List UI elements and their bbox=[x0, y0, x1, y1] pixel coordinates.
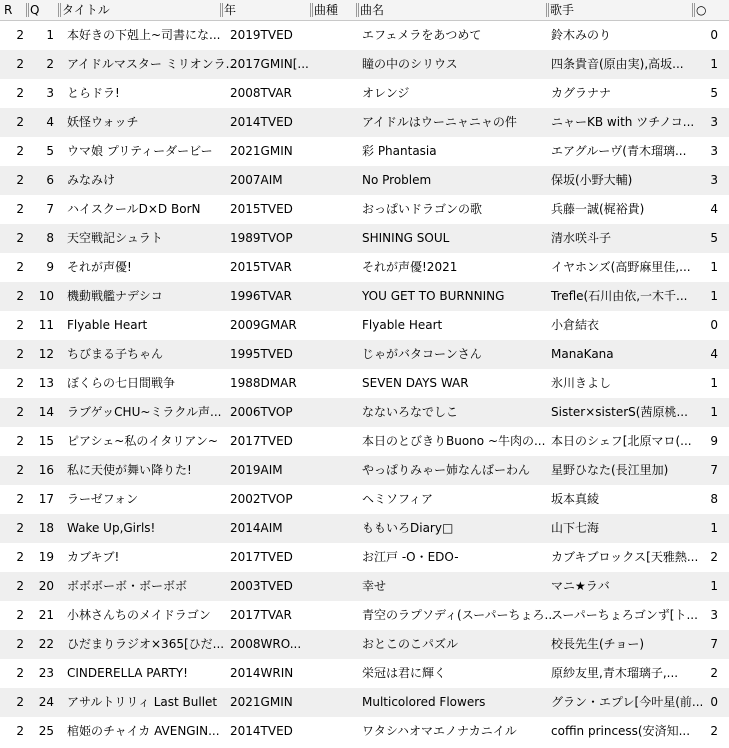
table-body bbox=[0, 21, 729, 746]
cell-artist: coffin princess(安済知... bbox=[551, 724, 691, 738]
table-row[interactable] bbox=[0, 485, 729, 514]
cell-year: 2019TVED bbox=[230, 28, 293, 42]
cell-genre bbox=[315, 485, 353, 514]
cell-title: Flyable Heart bbox=[67, 318, 148, 332]
cell-year: 2021GMIN bbox=[230, 144, 293, 158]
cell-genre bbox=[315, 21, 353, 50]
table-row[interactable] bbox=[0, 369, 729, 398]
cell-artist: Sister×sisterS(茜原桃... bbox=[551, 405, 688, 419]
cell-q: 7 bbox=[46, 202, 54, 216]
cell-q: 11 bbox=[38, 318, 54, 332]
cell-r: 2 bbox=[16, 376, 24, 390]
cell-genre bbox=[315, 137, 353, 166]
cell-q: 12 bbox=[38, 347, 54, 361]
cell-year: 1995TVED bbox=[230, 347, 293, 361]
cell-o: 2 bbox=[710, 724, 718, 738]
cell-song: お江戸 -O・EDO- bbox=[362, 550, 459, 564]
cell-o: 1 bbox=[710, 521, 718, 535]
cell-genre bbox=[315, 688, 353, 717]
cell-o: 1 bbox=[710, 405, 718, 419]
cell-genre bbox=[315, 282, 353, 311]
cell-q: 1 bbox=[46, 28, 54, 42]
cell-song: なないろなでしこ bbox=[362, 405, 459, 419]
table-row[interactable] bbox=[0, 456, 729, 485]
cell-artist: ニャーKB with ツチノコ... bbox=[551, 115, 695, 129]
cell-q: 21 bbox=[38, 608, 54, 622]
cell-artist: 原紗友里,青木瑠璃子,... bbox=[551, 666, 679, 680]
cell-title: 天空戦記シュラト bbox=[67, 231, 163, 245]
table-row[interactable] bbox=[0, 398, 729, 427]
cell-r: 2 bbox=[16, 666, 24, 680]
table-row[interactable] bbox=[0, 572, 729, 601]
table-row[interactable] bbox=[0, 340, 729, 369]
column-header-genre[interactable]: 曲種 bbox=[310, 0, 356, 20]
cell-artist: 鈴木みのり bbox=[551, 28, 612, 42]
cell-song: 本日のとびきりBuono ~牛肉の... bbox=[362, 434, 546, 448]
cell-title: 機動戦艦ナデシコ bbox=[67, 289, 163, 303]
cell-song: No Problem bbox=[362, 173, 432, 187]
cell-genre bbox=[315, 427, 353, 456]
cell-song: エフェメラをあつめて bbox=[362, 28, 482, 42]
table-row[interactable] bbox=[0, 137, 729, 166]
cell-q: 14 bbox=[38, 405, 54, 419]
table-row[interactable] bbox=[0, 659, 729, 688]
cell-song: オレンジ bbox=[362, 86, 410, 100]
cell-genre bbox=[315, 224, 353, 253]
cell-artist: 本日のシェフ[北原マロ(... bbox=[551, 434, 692, 448]
table-row[interactable] bbox=[0, 282, 729, 311]
cell-year: 2017TVAR bbox=[230, 608, 292, 622]
table-row[interactable] bbox=[0, 601, 729, 630]
cell-title: ボボボーボ・ボーボボ bbox=[67, 579, 188, 593]
cell-artist: カブキブロックス[天雅熱... bbox=[551, 550, 699, 564]
table-row[interactable] bbox=[0, 427, 729, 456]
cell-year: 2003TVED bbox=[230, 579, 293, 593]
cell-title: ラブゲッCHU~ミラクル声... bbox=[67, 405, 222, 419]
table-header bbox=[0, 0, 729, 21]
cell-song: Flyable Heart bbox=[362, 318, 443, 332]
cell-title: 私に天使が舞い降りた! bbox=[67, 463, 192, 477]
cell-artist: 坂本真綾 bbox=[551, 492, 600, 506]
cell-song: 幸せ bbox=[362, 579, 387, 593]
cell-artist: イヤホンズ(高野麻里佳,... bbox=[551, 260, 691, 274]
column-header-year[interactable]: 年 bbox=[220, 0, 310, 20]
cell-q: 9 bbox=[46, 260, 54, 274]
cell-title: Wake Up,Girls! bbox=[67, 521, 156, 535]
cell-o: 7 bbox=[710, 463, 718, 477]
cell-r: 2 bbox=[16, 550, 24, 564]
table-row[interactable] bbox=[0, 543, 729, 572]
cell-song: おとこのこパズル bbox=[362, 637, 459, 651]
cell-o: 5 bbox=[710, 231, 718, 245]
cell-genre bbox=[315, 398, 353, 427]
cell-r: 2 bbox=[16, 637, 24, 651]
cell-song: Multicolored Flowers bbox=[362, 695, 486, 709]
cell-o: 0 bbox=[710, 318, 718, 332]
cell-genre bbox=[315, 717, 353, 746]
cell-q: 4 bbox=[46, 115, 54, 129]
cell-o: 2 bbox=[710, 550, 718, 564]
cell-genre bbox=[315, 514, 353, 543]
cell-o: 3 bbox=[710, 115, 718, 129]
cell-year: 2017TVED bbox=[230, 550, 293, 564]
cell-year: 2014AIM bbox=[230, 521, 283, 535]
cell-title: ぼくらの七日間戦争 bbox=[67, 376, 176, 390]
cell-r: 2 bbox=[16, 318, 24, 332]
cell-year: 2009GMAR bbox=[230, 318, 297, 332]
table-row[interactable] bbox=[0, 21, 729, 50]
cell-title: みなみけ bbox=[67, 173, 116, 187]
cell-r: 2 bbox=[16, 579, 24, 593]
cell-q: 13 bbox=[38, 376, 54, 390]
cell-q: 24 bbox=[38, 695, 54, 709]
cell-q: 18 bbox=[38, 521, 54, 535]
cell-artist: ManaKana bbox=[551, 347, 614, 361]
cell-r: 2 bbox=[16, 202, 24, 216]
cell-song: 瞳の中のシリウス bbox=[362, 57, 458, 71]
cell-year: 2015TVED bbox=[230, 202, 293, 216]
cell-year: 2019AIM bbox=[230, 463, 283, 477]
cell-song: 青空のラプソディ(スーパーちょろ... bbox=[362, 608, 556, 622]
cell-year: 2008WRO... bbox=[230, 637, 302, 651]
cell-r: 2 bbox=[16, 144, 24, 158]
cell-o: 3 bbox=[710, 144, 718, 158]
table-row[interactable] bbox=[0, 79, 729, 108]
cell-song: おっぱいドラゴンの歌 bbox=[362, 202, 483, 216]
table-row[interactable] bbox=[0, 195, 729, 224]
cell-r: 2 bbox=[16, 289, 24, 303]
cell-year: 2014TVED bbox=[230, 115, 293, 129]
cell-o: 4 bbox=[710, 347, 718, 361]
column-header-song[interactable]: 曲名 bbox=[356, 0, 546, 20]
cell-title: 小林さんちのメイドラゴン bbox=[67, 608, 211, 622]
cell-song: YOU GET TO BURNNING bbox=[362, 289, 505, 303]
cell-song: ももいろDiary□ bbox=[362, 521, 454, 535]
cell-song: 栄冠は君に輝く bbox=[362, 666, 447, 680]
cell-r: 2 bbox=[16, 260, 24, 274]
cell-r: 2 bbox=[16, 695, 24, 709]
cell-year: 2002TVOP bbox=[230, 492, 293, 506]
cell-q: 17 bbox=[38, 492, 54, 506]
cell-r: 2 bbox=[16, 434, 24, 448]
cell-song: アイドルはウーニャニャの件 bbox=[362, 115, 517, 129]
cell-artist: 校長先生(チョー) bbox=[551, 637, 645, 651]
column-header-title[interactable]: タイトル bbox=[58, 0, 220, 20]
table-row[interactable] bbox=[0, 311, 729, 340]
cell-q: 10 bbox=[38, 289, 54, 303]
cell-artist: 清水咲斗子 bbox=[551, 231, 612, 245]
cell-song: ワタシハオマエノナカニイル bbox=[362, 724, 517, 738]
cell-q: 6 bbox=[46, 173, 54, 187]
cell-q: 22 bbox=[38, 637, 54, 651]
cell-song: じゃがバタコーンさん bbox=[362, 347, 482, 361]
column-header-o[interactable]: ○ bbox=[692, 0, 729, 20]
cell-title: ラーゼフォン bbox=[67, 492, 139, 506]
cell-q: 2 bbox=[46, 57, 54, 71]
cell-genre bbox=[315, 659, 353, 688]
cell-title: アイドルマスター ミリオンラ... bbox=[67, 57, 238, 71]
cell-q: 20 bbox=[38, 579, 54, 593]
cell-artist: スーパーちょろゴンず[ト... bbox=[551, 608, 698, 622]
cell-r: 2 bbox=[16, 724, 24, 738]
cell-genre bbox=[315, 311, 353, 340]
cell-o: 5 bbox=[710, 86, 718, 100]
cell-artist: 星野ひなた(長江里加) bbox=[551, 463, 669, 477]
cell-r: 2 bbox=[16, 521, 24, 535]
cell-o: 4 bbox=[710, 202, 718, 216]
cell-genre bbox=[315, 195, 353, 224]
cell-title: ウマ娘 プリティーダービー bbox=[67, 144, 213, 158]
cell-o: 2 bbox=[710, 666, 718, 680]
cell-q: 19 bbox=[38, 550, 54, 564]
table-row[interactable] bbox=[0, 224, 729, 253]
table-row[interactable] bbox=[0, 108, 729, 137]
cell-o: 3 bbox=[710, 608, 718, 622]
cell-q: 25 bbox=[38, 724, 54, 738]
cell-r: 2 bbox=[16, 608, 24, 622]
cell-year: 2007AIM bbox=[230, 173, 283, 187]
cell-o: 8 bbox=[710, 492, 718, 506]
cell-genre bbox=[315, 456, 353, 485]
cell-o: 1 bbox=[710, 57, 718, 71]
cell-artist: 兵藤一誠(梶裕貴) bbox=[551, 202, 645, 216]
cell-year: 2015TVAR bbox=[230, 260, 292, 274]
cell-year: 1989TVOP bbox=[230, 231, 293, 245]
cell-q: 3 bbox=[46, 86, 54, 100]
cell-title: カブキブ! bbox=[67, 550, 120, 564]
cell-r: 2 bbox=[16, 492, 24, 506]
cell-title: ハイスクールD×D BorN bbox=[67, 202, 201, 216]
cell-r: 2 bbox=[16, 347, 24, 361]
cell-q: 5 bbox=[46, 144, 54, 158]
cell-genre bbox=[315, 50, 353, 79]
cell-r: 2 bbox=[16, 405, 24, 419]
cell-artist: 四条貴音(原由実),高坂... bbox=[551, 57, 684, 71]
cell-r: 2 bbox=[16, 28, 24, 42]
cell-r: 2 bbox=[16, 173, 24, 187]
cell-year: 2008TVAR bbox=[230, 86, 292, 100]
cell-o: 1 bbox=[710, 260, 718, 274]
cell-genre bbox=[315, 369, 353, 398]
cell-q: 16 bbox=[38, 463, 54, 477]
cell-title: 本好きの下剋上~司書にな... bbox=[67, 28, 221, 42]
cell-year: 2006TVOP bbox=[230, 405, 293, 419]
cell-artist: 保坂(小野大輔) bbox=[551, 173, 633, 187]
cell-r: 2 bbox=[16, 115, 24, 129]
table-row[interactable] bbox=[0, 166, 729, 195]
cell-title: アサルトリリィ Last Bullet bbox=[67, 695, 218, 709]
cell-genre bbox=[315, 543, 353, 572]
table-row[interactable] bbox=[0, 688, 729, 717]
cell-o: 1 bbox=[710, 289, 718, 303]
cell-r: 2 bbox=[16, 463, 24, 477]
cell-r: 2 bbox=[16, 231, 24, 245]
cell-artist: 氷川きよし bbox=[551, 376, 612, 390]
cell-artist: グラン・エプレ[今叶星(前... bbox=[551, 695, 704, 709]
cell-genre bbox=[315, 166, 353, 195]
cell-title: ひだまりラジオ×365[ひだ... bbox=[67, 637, 225, 651]
cell-o: 7 bbox=[710, 637, 718, 651]
cell-genre bbox=[315, 340, 353, 369]
cell-year: 1988DMAR bbox=[230, 376, 297, 390]
cell-artist: カグラナナ bbox=[551, 86, 612, 100]
column-header-q[interactable]: Q bbox=[26, 0, 58, 20]
cell-title: とらドラ! bbox=[67, 86, 120, 100]
cell-o: 9 bbox=[710, 434, 718, 448]
cell-year: 1996TVAR bbox=[230, 289, 292, 303]
cell-title: それが声優! bbox=[67, 260, 132, 274]
cell-r: 2 bbox=[16, 57, 24, 71]
column-header-r[interactable]: R bbox=[4, 3, 13, 17]
cell-o: 3 bbox=[710, 173, 718, 187]
cell-artist: Trefle(石川由依,一木千... bbox=[551, 289, 688, 303]
cell-artist: 小倉結衣 bbox=[551, 318, 600, 332]
cell-artist: エアグルーヴ(青木瑠璃... bbox=[551, 144, 687, 158]
cell-year: 2017GMIN[... bbox=[230, 57, 309, 71]
cell-o: 0 bbox=[710, 695, 718, 709]
cell-genre bbox=[315, 601, 353, 630]
cell-o: 0 bbox=[710, 28, 718, 42]
cell-title: CINDERELLA PARTY! bbox=[67, 666, 188, 680]
cell-genre bbox=[315, 253, 353, 282]
cell-q: 8 bbox=[46, 231, 54, 245]
table-row[interactable] bbox=[0, 50, 729, 79]
cell-q: 23 bbox=[38, 666, 54, 680]
cell-genre bbox=[315, 572, 353, 601]
cell-artist: 山下七海 bbox=[551, 521, 600, 535]
cell-title: ピアシェ~私のイタリアン~ bbox=[67, 434, 218, 448]
cell-song: やっぱりみゃー姉なんばーわん bbox=[362, 463, 531, 477]
cell-song: SEVEN DAYS WAR bbox=[362, 376, 469, 390]
cell-o: 1 bbox=[710, 376, 718, 390]
cell-year: 2017TVED bbox=[230, 434, 293, 448]
cell-r: 2 bbox=[16, 86, 24, 100]
cell-song: ヘミソフィア bbox=[362, 492, 434, 506]
cell-genre bbox=[315, 108, 353, 137]
cell-title: 妖怪ウォッチ bbox=[67, 115, 139, 129]
cell-song: 彩 Phantasia bbox=[362, 144, 437, 158]
cell-year: 2014WRIN bbox=[230, 666, 294, 680]
cell-title: ちびまる子ちゃん bbox=[67, 347, 164, 361]
cell-song: SHINING SOUL bbox=[362, 231, 450, 245]
cell-year: 2021GMIN bbox=[230, 695, 293, 709]
cell-year: 2014TVED bbox=[230, 724, 293, 738]
cell-artist: マニ★ラバ bbox=[551, 579, 610, 593]
table-row[interactable] bbox=[0, 630, 729, 659]
column-header-artist[interactable]: 歌手 bbox=[546, 0, 692, 20]
cell-q: 15 bbox=[38, 434, 54, 448]
cell-song: それが声優!2021 bbox=[362, 260, 458, 274]
table-row[interactable] bbox=[0, 514, 729, 543]
table-row[interactable] bbox=[0, 717, 729, 746]
cell-o: 1 bbox=[710, 579, 718, 593]
cell-title: 棺姫のチャイカ AVENGIN... bbox=[67, 724, 220, 738]
cell-genre bbox=[315, 79, 353, 108]
table-row[interactable] bbox=[0, 253, 729, 282]
cell-genre bbox=[315, 630, 353, 659]
